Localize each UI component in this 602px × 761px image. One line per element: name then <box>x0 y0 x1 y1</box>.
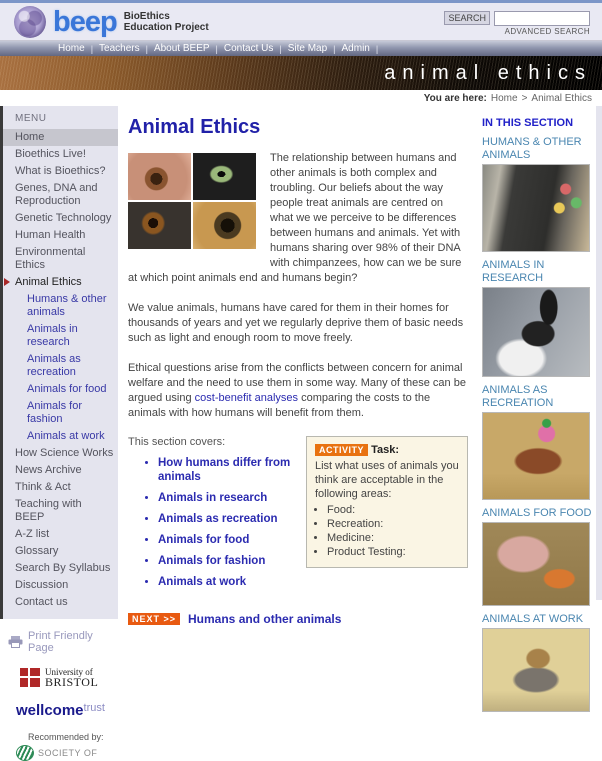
activity-header <box>315 443 459 457</box>
covers-link-animals-in-research[interactable]: Animals in research <box>158 492 268 504</box>
sidebar-item-glossary[interactable]: Glossary <box>15 545 59 557</box>
sidebar-item-genes-dna-reproduction[interactable]: Genes, DNA and Reproduction <box>15 182 98 207</box>
nav-divider: | <box>215 43 218 54</box>
sidebar-item-animals-as-recreation[interactable]: Animals as recreation <box>27 353 81 378</box>
list-item <box>158 512 294 526</box>
activity-badge: ACTIVITY <box>315 444 368 456</box>
activity-item-recreation: • Recreation: <box>327 517 459 531</box>
sidebar-item-animals-at-work[interactable]: Animals at work <box>27 430 105 442</box>
section-covers-list <box>158 456 294 589</box>
covers-link-animals-for-fashion[interactable]: Animals for fashion <box>158 555 266 567</box>
activity-item-medicine: • Medicine: <box>327 531 459 545</box>
nav-site-map[interactable]: Site Map <box>287 43 328 54</box>
menu-box <box>0 106 118 619</box>
covers-and-activity <box>128 436 468 596</box>
nav-about-beep[interactable]: About BEEP <box>153 43 210 54</box>
pigs-image[interactable] <box>482 522 590 606</box>
sidebar-item-animal-ethics-label: Animal Ethics <box>15 276 82 288</box>
cat-eye-image <box>193 153 256 200</box>
bird-eye-image <box>193 202 256 249</box>
nav-teachers[interactable]: Teachers <box>99 43 140 54</box>
sidebar-item-discussion[interactable]: Discussion <box>15 579 69 591</box>
covers-link-animals-at-work[interactable]: Animals at work <box>158 576 247 588</box>
sidebar-item-animals-for-food[interactable]: Animals for food <box>27 383 107 395</box>
covers-link-animals-as-recreation[interactable]: Animals as recreation <box>158 513 278 525</box>
covers-link-animals-for-food[interactable]: Animals for food <box>158 534 250 546</box>
bristol-logo[interactable] <box>20 667 118 687</box>
sidebar-item-genetic-technology[interactable]: Genetic Technology <box>15 212 112 224</box>
right-sidebar <box>482 106 596 625</box>
animal-eyes-image <box>128 153 256 249</box>
list-item <box>158 456 294 484</box>
recommended-by-label: Recommended by: <box>28 732 104 742</box>
logo-subtitle-line2: Education Project <box>123 21 209 33</box>
next-page-link[interactable]: Humans and other animals <box>188 612 342 626</box>
breadcrumb <box>0 90 602 106</box>
section-link-animals-as-recreation[interactable]: ANIMALS AS RECREATION <box>482 384 554 409</box>
horse-racing-image[interactable] <box>482 412 590 500</box>
activity-task-box <box>306 436 468 568</box>
wellcome-trust-word: trust <box>83 702 105 714</box>
section-covers <box>128 436 294 596</box>
next-badge[interactable]: NEXT >> <box>128 613 180 625</box>
sidebar-item-az-list[interactable]: A-Z list <box>15 528 50 540</box>
gorilla-painting-image[interactable] <box>482 164 590 252</box>
bristol-text <box>45 667 98 687</box>
section-covers-label: This section covers: <box>128 436 226 448</box>
sidebar-item-home[interactable]: Home <box>3 129 118 146</box>
cost-benefit-link[interactable]: cost-benefit analyses <box>194 392 299 404</box>
sidebar-item-environmental-ethics[interactable]: Environmental Ethics <box>15 246 86 271</box>
section-link-animals-in-research[interactable]: ANIMALS IN RESEARCH <box>482 259 545 284</box>
sidebar-item-news-archive[interactable]: News Archive <box>15 464 82 476</box>
activity-list <box>327 503 459 559</box>
activity-item-food: • Food: <box>327 503 459 517</box>
main-content <box>118 106 482 626</box>
search-button[interactable]: SEARCH <box>444 11 490 25</box>
section-link-animals-for-food[interactable]: ANIMALS FOR FOOD <box>482 507 592 519</box>
nav-divider: | <box>375 43 379 54</box>
activity-text: List what uses of animals you think are acceptable in the following areas: <box>315 460 459 500</box>
ethics-text-before: Ethical questions arise from the conflicts between concern for animal welfare and the need to use them in some way. Many of these can be argued using <box>128 362 466 404</box>
section-link-animals-at-work[interactable]: ANIMALS AT WORK <box>482 613 584 625</box>
sidebar-item-how-science-works[interactable]: How Science Works <box>15 447 114 459</box>
nav-divider: | <box>333 43 336 54</box>
sidebar-item-human-health[interactable]: Human Health <box>15 229 86 241</box>
print-friendly-label: Print Friendly Page <box>28 630 93 654</box>
list-item <box>158 533 294 547</box>
sidebar-item-what-is-bioethics[interactable]: What is Bioethics? <box>15 165 106 177</box>
list-item <box>158 554 294 568</box>
embryo-logo-icon <box>14 6 46 38</box>
society-text: SOCIETY OF <box>38 748 98 758</box>
left-sidebar <box>0 106 118 758</box>
bristol-line2: BRISTOL <box>45 675 99 689</box>
ethics-paragraph <box>128 361 468 421</box>
sidebar-item-teaching-with-beep[interactable]: Teaching with BEEP <box>15 498 82 523</box>
sidebar-item-humans-other-animals[interactable]: Humans & other animals <box>27 293 107 318</box>
bristol-crest-icon <box>20 668 40 687</box>
logo-subtitle-line1: BioEthics <box>123 10 170 22</box>
content-area <box>0 106 602 758</box>
page-title: Animal Ethics <box>128 116 261 138</box>
breadcrumb-current: Animal Ethics <box>531 92 592 104</box>
intro-paragraph: The relationship between humans and other animals is both complex and troubling. Our beliefs about the way people treat animals are centred on what we we perceive to be differences between humans and animals. Yet with humans sharing over 98% of their DNA with chimpanzees, how can we be sure at which point animals end and humans begin? <box>128 152 462 284</box>
wellcome-word: wellcome <box>16 702 84 719</box>
activity-item-product-testing: • Product Testing: <box>327 545 459 559</box>
logo-subtitle <box>124 11 209 33</box>
donkey-basket-image[interactable] <box>482 628 590 712</box>
nav-divider: | <box>90 43 94 54</box>
society-icon <box>16 745 34 761</box>
nav-divider: | <box>145 43 148 54</box>
value-paragraph: We value animals, humans have cared for them in their homes for thousands of years and yet we regularly deprive them of basic needs such as light and enough room to move freely. <box>128 302 464 344</box>
right-edge-strip <box>596 106 602 600</box>
next-navigation <box>128 612 468 626</box>
human-eye-image <box>128 153 191 200</box>
breadcrumb-prefix: You are here: <box>423 92 487 104</box>
breadcrumb-home-link[interactable]: Home <box>490 92 518 104</box>
sidebar-item-contact-us[interactable]: Contact us <box>15 596 68 608</box>
advanced-search-link[interactable]: ADVANCED SEARCH <box>504 26 590 36</box>
nav-contact-us[interactable]: Contact Us <box>223 43 274 54</box>
breadcrumb-separator: > <box>521 92 528 104</box>
in-this-section-title: IN THIS SECTION <box>482 117 574 129</box>
sidebar-item-bioethics-live[interactable]: Bioethics Live! <box>15 148 86 160</box>
nav-divider: | <box>279 43 282 54</box>
search-input[interactable] <box>494 11 590 26</box>
beep-logo[interactable] <box>14 6 209 38</box>
list-item <box>158 575 294 589</box>
printer-icon <box>8 636 23 648</box>
logo-text: beep <box>53 5 117 38</box>
society-logo[interactable] <box>16 745 118 761</box>
nav-admin[interactable]: Admin <box>341 43 370 54</box>
list-item <box>158 491 294 505</box>
rabbit-image[interactable] <box>482 287 590 377</box>
wellcome-trust-logo[interactable] <box>16 702 118 719</box>
banner-title: animal ethics <box>384 61 592 84</box>
sidebar-item-search-by-syllabus[interactable]: Search By Syllabus <box>15 562 111 574</box>
search-area <box>444 11 590 36</box>
task-label: Task: <box>371 444 399 456</box>
sidebar-item-think-act[interactable]: Think & Act <box>15 481 71 493</box>
header <box>0 3 602 41</box>
section-banner <box>0 56 602 90</box>
section-link-humans-other-animals[interactable]: HUMANS & OTHER ANIMALS <box>482 136 582 161</box>
menu-title: MENU <box>15 113 47 124</box>
nav-home[interactable]: Home <box>58 43 85 54</box>
sidebar-item-animals-in-research[interactable]: Animals in research <box>27 323 78 348</box>
main-navbar <box>0 41 602 56</box>
covers-link-how-humans-differ[interactable]: How humans differ from animals <box>158 457 291 483</box>
sidebar-item-animals-for-fashion[interactable]: Animals for fashion <box>27 400 83 425</box>
active-arrow-icon <box>4 278 10 286</box>
print-friendly-link[interactable] <box>0 619 118 654</box>
dog-eye-image <box>128 202 191 249</box>
ethics-text-after: comparing the costs to the animals with how humans will benefit from them. <box>128 392 431 419</box>
bristol-line1: University of <box>45 667 93 677</box>
sidebar-item-animal-ethics[interactable] <box>3 274 118 291</box>
